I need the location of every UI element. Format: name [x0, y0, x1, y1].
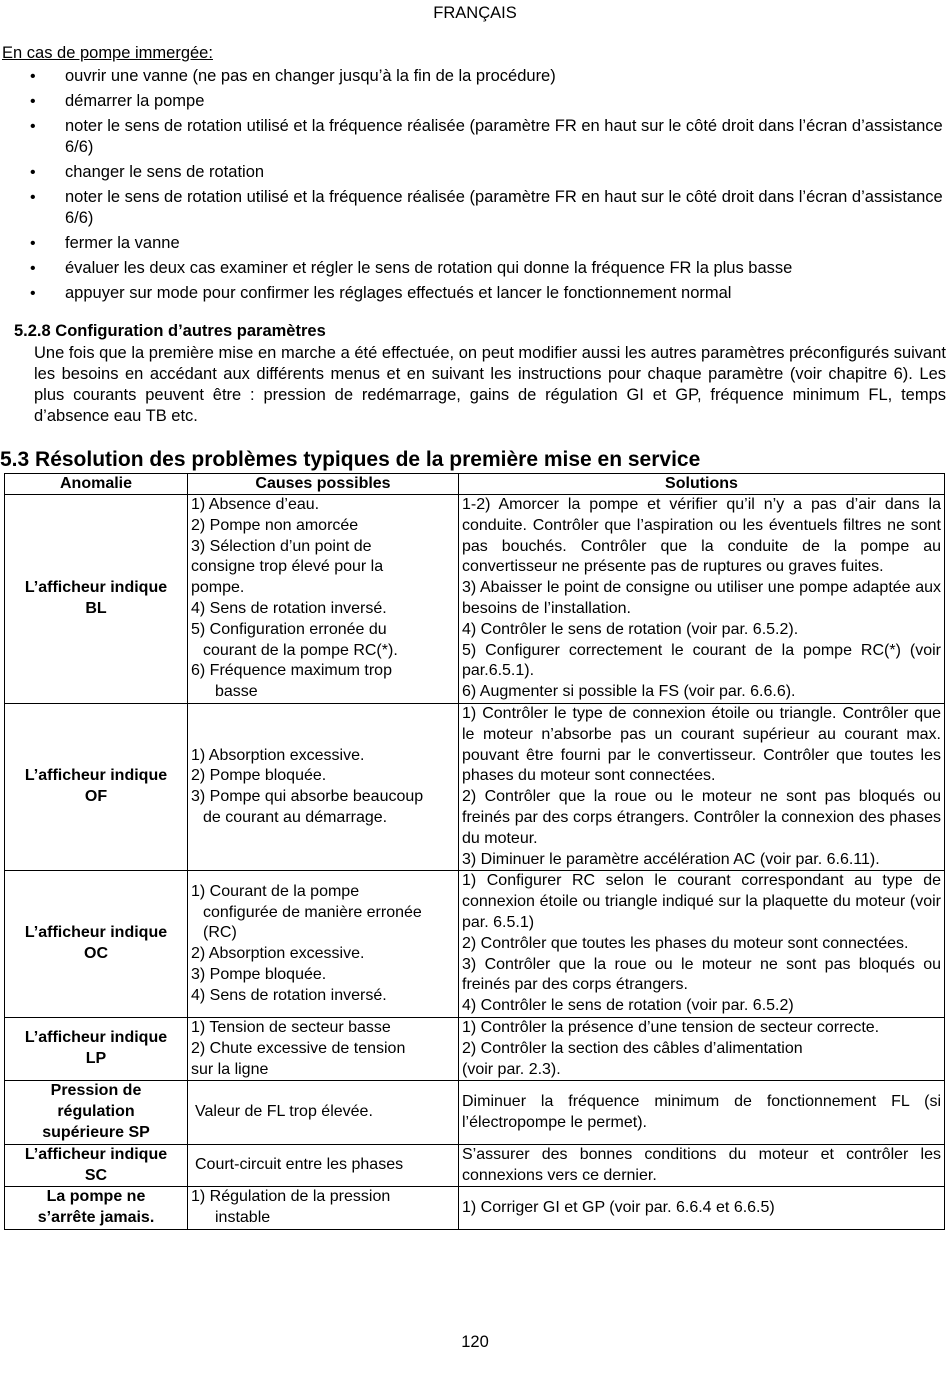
cause-line: de courant au démarrage. — [203, 808, 388, 826]
solution-line: 3) Contrôler que la roue ou le moteur ne sont pas bloqués ou freinés par des corps étrangers. — [462, 955, 941, 994]
anomaly-line: OF — [84, 788, 108, 806]
intro-heading: En cas de pompe immergée: — [2, 44, 213, 62]
table-row — [5, 1081, 945, 1144]
solution-line: 1-2) Amorcer la pompe et vérifier qu’il n’y a pas d’air dans la conduite. Contrôler que l’aspiration ou les éventuels filtres ne sont pas bouchés. Contrôler que la conduite de la pompe au convertisseur ne présente pas de ruptures ou graves fuites. — [462, 496, 941, 576]
cause-line: 3) Pompe bloquée. — [191, 965, 327, 983]
cause-line: basse — [215, 683, 258, 701]
solution-line: 3) Diminuer le paramètre accélération AC (voir par. 6.6.11). — [462, 850, 880, 868]
list-item: • démarrer la pompe — [0, 91, 946, 112]
anomaly-line: La pompe ne — [46, 1188, 146, 1206]
cause-line: 1) Absence d’eau. — [191, 496, 320, 513]
cause-line: 3) Pompe qui absorbe beaucoup — [191, 788, 424, 806]
causes-cell — [188, 871, 459, 1018]
cause-line: 6) Fréquence maximum trop — [191, 662, 392, 680]
cause-line: 3) Sélection d’un point de — [191, 537, 372, 555]
solution-line: 3) Abaisser le point de consigne ou utiliser une pompe adaptée aux besoins de l’installation. — [462, 579, 941, 617]
anomaly-line: L’afficheur indique — [24, 924, 168, 942]
anomaly-line: L’afficheur indique — [24, 767, 168, 785]
causes-cell — [188, 1187, 459, 1230]
anomaly-line: LP — [85, 1050, 107, 1068]
anomaly-line: L’afficheur indique — [24, 1029, 168, 1047]
list-item: • évaluer les deux cas examiner et régler le sens de rotation qui donne la fréquence FR la plus basse — [0, 258, 946, 279]
causes-cell — [188, 495, 459, 704]
cause-line: Valeur de FL trop élevée. — [195, 1103, 373, 1121]
column-header-anomalie: Anomalie — [5, 474, 188, 495]
solution-line: 1) Configurer RC selon le courant correspondant au type de connexion étoile ou triangle indiqué sur la plaquette du moteur (voir par. 6.5.1) — [462, 872, 941, 931]
column-header-solutions: Solutions — [459, 474, 945, 495]
cause-line: configurée de manière erronée — [203, 903, 422, 921]
solution-line: 2) Contrôler que la roue ou le moteur ne sont pas bloqués ou freinés par des corps étrangers. Contrôler la connexion des phases du moteur. — [462, 788, 941, 847]
anomaly-line: OC — [84, 945, 108, 963]
causes-cell — [188, 1017, 459, 1080]
list-item: • noter le sens de rotation utilisé et la fréquence réalisée (paramètre FR en haut sur le côté droit dans l’écran d’assistance 6/6) — [0, 187, 946, 229]
solution-line: S’assurer des bonnes conditions du moteur et contrôler les connexions vers ce dernier. — [462, 1145, 941, 1184]
solutions-cell — [459, 1187, 945, 1230]
anomaly-line: s’arrête jamais. — [37, 1209, 155, 1227]
cause-line: instable — [215, 1209, 271, 1227]
column-header-causes: Causes possibles — [188, 474, 459, 495]
cause-line: 2) Absorption excessive. — [191, 945, 365, 963]
cause-line: 4) Sens de rotation inversé. — [191, 599, 387, 617]
page-number: 120 — [461, 1333, 489, 1351]
anomaly-cell — [5, 1081, 188, 1144]
solutions-cell — [459, 1017, 945, 1080]
anomaly-line: L’afficheur indique — [24, 579, 168, 597]
cause-line: Court-circuit entre les phases — [195, 1156, 404, 1174]
solution-line: (voir par. 2.3). — [462, 1060, 561, 1078]
table-header-row — [5, 474, 945, 495]
cause-line: consigne trop élevé pour la — [191, 558, 384, 576]
section-53-title: 5.3 Résolution des problèmes typiques de la première mise en service — [0, 448, 701, 471]
solution-line: 2) Contrôler la section des câbles d’alimentation — [462, 1039, 803, 1057]
solution-line: 1) Contrôler la présence d’une tension de secteur correcte. — [462, 1018, 880, 1036]
table-row — [5, 1187, 945, 1230]
cause-line: courant de la pompe RC(*). — [203, 641, 398, 659]
table-row — [5, 871, 945, 1018]
anomaly-cell — [5, 871, 188, 1018]
cause-line: 1) Tension de secteur basse — [191, 1018, 391, 1036]
section-528-title: 5.2.8 Configuration d’autres paramètres — [14, 322, 326, 340]
list-item: • appuyer sur mode pour confirmer les réglages effectués et lancer le fonctionnement normal — [0, 283, 946, 304]
solution-line: Diminuer la fréquence minimum de fonctionnement FL (si l’électropompe le permet). — [462, 1092, 941, 1131]
cause-line: pompe. — [191, 579, 245, 597]
table-row — [5, 703, 945, 870]
solutions-cell — [459, 495, 945, 704]
cause-line: (RC) — [203, 924, 237, 942]
solution-line: 4) Contrôler le sens de rotation (voir par. 6.5.2). — [462, 620, 799, 638]
solutions-cell — [459, 1144, 945, 1187]
solution-line: 1) Contrôler le type de connexion étoile ou triangle. Contrôler que le moteur n’absorbe pas un courant supérieur au courant max. pouvant être fourni par le convertisseur. Contrôler que toutes les phases du moteur sont connectées. — [462, 704, 941, 785]
anomaly-cell — [5, 495, 188, 704]
table-row — [5, 495, 945, 704]
cause-line: 1) Absorption excessive. — [191, 746, 365, 764]
troubleshooting-table — [4, 473, 945, 1230]
causes-cell — [188, 1144, 459, 1187]
table-row — [5, 1144, 945, 1187]
anomaly-cell — [5, 703, 188, 870]
anomaly-line: BL — [85, 599, 107, 617]
cause-line: 1) Régulation de la pression — [191, 1188, 391, 1206]
anomaly-line: L’afficheur indique — [24, 1145, 168, 1163]
solutions-cell — [459, 1081, 945, 1144]
cause-line: 2) Pompe non amorcée — [191, 516, 359, 534]
anomaly-line: SC — [84, 1166, 108, 1184]
anomaly-line: Pression de — [50, 1082, 142, 1100]
anomaly-cell — [5, 1187, 188, 1230]
solution-line: 1) Corriger GI et GP (voir par. 6.6.4 et 6.6.5) — [462, 1198, 775, 1216]
list-item: • noter le sens de rotation utilisé et la fréquence réalisée (paramètre FR en haut sur le côté droit dans l’écran d’assistance 6/6) — [0, 116, 946, 158]
cause-line: 5) Configuration erronée du — [191, 620, 387, 638]
solution-line: 6) Augmenter si possible la FS (voir par. 6.6.6). — [462, 683, 796, 701]
cause-line: 2) Pompe bloquée. — [191, 767, 327, 785]
page-header: FRANÇAIS — [433, 4, 517, 22]
cause-line: 2) Chute excessive de tension — [191, 1039, 406, 1057]
cause-line: 1) Courant de la pompe — [191, 882, 360, 900]
anomaly-line: supérieure SP — [42, 1123, 150, 1141]
solutions-cell — [459, 703, 945, 870]
anomaly-cell — [5, 1017, 188, 1080]
procedure-list — [0, 66, 946, 308]
anomaly-cell — [5, 1144, 188, 1187]
solution-line: 5) Configurer correctement le courant de la pompe RC(*) (voir par.6.5.1). — [462, 641, 941, 680]
list-item: • changer le sens de rotation — [0, 162, 946, 183]
list-item: • ouvrir une vanne (ne pas en changer jusqu’à la fin de la procédure) — [0, 66, 946, 87]
causes-cell — [188, 703, 459, 870]
cause-line: 4) Sens de rotation inversé. — [191, 986, 387, 1004]
solution-line: 4) Contrôler le sens de rotation (voir par. 6.5.2) — [462, 997, 794, 1015]
solution-line: 2) Contrôler que toutes les phases du moteur sont connectées. — [462, 934, 909, 952]
cause-line: sur la ligne — [191, 1060, 269, 1078]
solutions-cell — [459, 871, 945, 1018]
anomaly-line: régulation — [57, 1103, 135, 1121]
causes-cell — [188, 1081, 459, 1144]
list-item: • fermer la vanne — [0, 233, 946, 254]
table-row — [5, 1017, 945, 1080]
section-528-paragraph: Une fois que la première mise en marche a été effectuée, on peut modifier aussi les autres paramètres préconfigurés suivant les besoins en accédant aux différents menus et en suivant les instructions pour chaque paramètre (voir chapitre 6). Les plus courants peuvent être : pression de redémarrage, gains de régulation GI et GP, fréquence minimum FL, temps d’absence eau TB etc. — [34, 344, 946, 425]
